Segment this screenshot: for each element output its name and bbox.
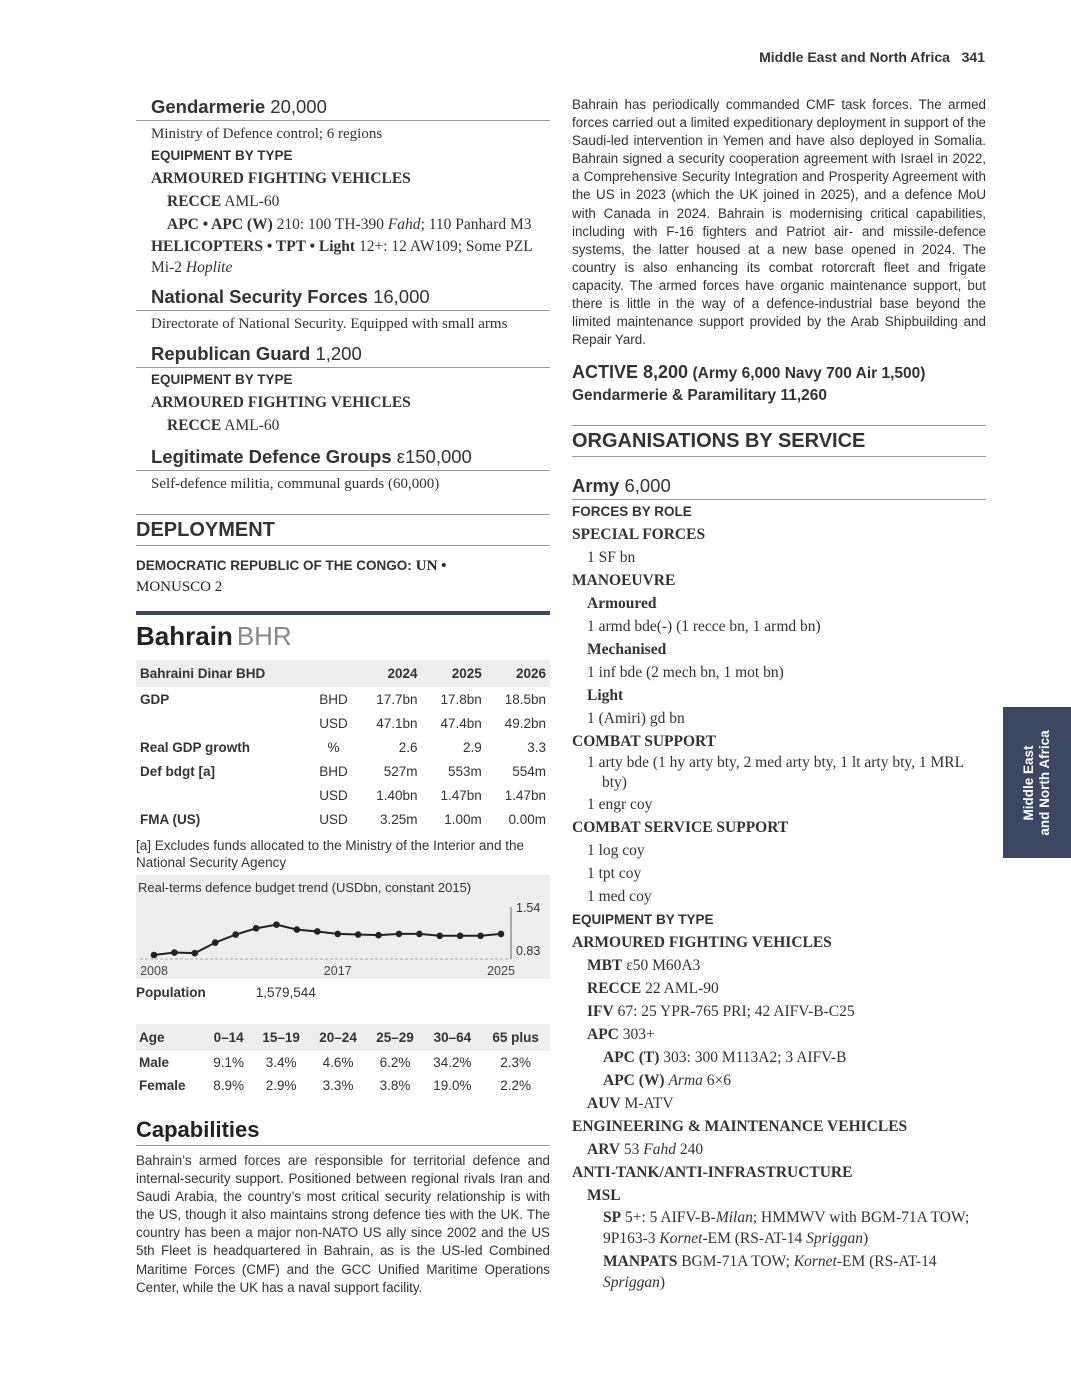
- chart-svg: [136, 875, 550, 979]
- manoeuvre-heading: MANOEUVRE: [572, 572, 676, 590]
- age-header-cell: 30–64: [423, 1024, 481, 1051]
- rg-equipment-heading: EQUIPMENT BY TYPE: [151, 372, 293, 387]
- econ-row-unit: USD: [319, 787, 348, 803]
- mechanised-heading: Mechanised: [587, 641, 667, 659]
- special-forces-heading: SPECIAL FORCES: [572, 526, 706, 544]
- apcw-value-arma: Arma: [668, 1072, 703, 1090]
- sp-part-d: ): [862, 1230, 869, 1248]
- manpats-spriggan: Spriggan: [603, 1274, 660, 1292]
- econ-row-label: [136, 783, 310, 807]
- econ-cell: 2.6: [398, 739, 418, 755]
- active-total: ACTIVE 8,200: [572, 362, 689, 383]
- page-header: [759, 49, 985, 65]
- combat-support-heading: COMBAT SUPPORT: [572, 733, 716, 751]
- capabilities-heading: Capabilities: [136, 1117, 550, 1146]
- mbt-line: [572, 954, 986, 977]
- chart-point: [253, 925, 260, 932]
- capabilities-continued: Bahrain has periodically commanded CMF task forces. The armed forces carried out a limited expeditionary deployment in support of the Saudi-led intervention in Yemen and have also deployed in Somalia. Bahrain signed a security cooperation agreement with Israel in 2022, a Comprehensive Security Integration and Prosperity Agreement with the US in 2023 (which the UK joined in 2025), and a defence MoU with Canada in 2024. Bahrain is modernising critical capabilities, including with F-16 fighters and Patriot air- and missile-defence systems, the latter housed at a new base opened in 2024. The country is also enhancing its combat rotorcraft fleet and frigate capacity. The armed forces have organic maintenance support, but there is little in the way of a defence-industrial base beyond the limited maintenance support provided by the Arab Shipbuilding and Repair Yard.: [572, 97, 986, 348]
- army-heading: [572, 475, 986, 500]
- nsf-heading: [136, 286, 550, 311]
- chart-title: Real-terms defence budget trend (USDbn, constant 2015): [138, 880, 472, 895]
- gendarmerie-paramilitary-total: Gendarmerie & Paramilitary 11,260: [572, 387, 828, 405]
- apcw-line: [572, 1069, 986, 1092]
- arv-value-240: 240: [679, 1141, 704, 1159]
- country-name: Bahrain: [136, 621, 233, 651]
- nsf-strength: 16,000: [373, 286, 430, 307]
- gendarmerie-equipment-heading: EQUIPMENT BY TYPE: [151, 148, 293, 163]
- manpats-part-c: ): [659, 1274, 666, 1292]
- army-strength: 6,000: [624, 475, 671, 497]
- econ-cell: 47.1bn: [376, 715, 418, 731]
- nsf-title: National Security Forces: [151, 286, 368, 307]
- org-heading: ORGANISATIONS BY SERVICE: [572, 430, 986, 457]
- age-header-cell: 15–19: [253, 1024, 310, 1051]
- army-recce-label: RECCE: [587, 980, 642, 998]
- chart-x-tick-label: 2017: [323, 964, 352, 978]
- css-item-tpt: 1 tpt coy: [587, 865, 642, 883]
- chart-series-line: [154, 925, 501, 955]
- age-table-header: [136, 1024, 550, 1051]
- apcw-label: APC (W): [603, 1072, 665, 1090]
- econ-cell: 1.47bn: [440, 787, 482, 803]
- chart-point: [171, 949, 178, 956]
- cs-item-arty: 1 arty bde (1 hy arty bty, 2 med arty bty, 1 lt arty bty, 1 MRL bty): [587, 754, 964, 792]
- econ-row-unit: USD: [319, 811, 348, 827]
- manpats-line: [572, 1251, 986, 1293]
- country-title: [136, 621, 550, 652]
- side-tab-label: [1021, 707, 1053, 858]
- army-apc-value: 303+: [622, 1026, 655, 1044]
- gendarmerie-strength: 20,000: [270, 96, 327, 117]
- apc-value-rest: ; 110 Panhard M3: [420, 216, 532, 233]
- css-item-log: 1 log coy: [587, 842, 645, 860]
- auv-label: AUV: [587, 1095, 621, 1113]
- recce-label: RECCE: [167, 193, 222, 210]
- econ-cell: 2.9: [462, 739, 482, 755]
- apct-line: [572, 1046, 986, 1069]
- age-cell: 6.2%: [379, 1055, 411, 1070]
- gendarmerie-section: [136, 96, 550, 278]
- army-section: [572, 475, 986, 1293]
- chart-point: [498, 931, 505, 938]
- deployment-mission: UN •: [415, 558, 447, 574]
- arv-value-fahd: Fahd: [643, 1141, 677, 1159]
- region-side-tab: [1003, 707, 1071, 858]
- budget-note: [a] Excludes funds allocated to the Ministry of the Interior and the National Security Agency: [136, 838, 524, 870]
- econ-row-unit: %: [327, 739, 340, 755]
- econ-row-label: Def bdgt [a]: [140, 763, 215, 779]
- chart-point: [375, 932, 382, 939]
- chart-point: [355, 931, 362, 938]
- econ-cell: 3.3: [527, 739, 546, 755]
- ldg-title: Legitimate Defence Groups: [151, 446, 392, 467]
- econ-cell: 1.40bn: [376, 787, 418, 803]
- chart-point: [314, 928, 321, 935]
- rg-recce-label: RECCE: [167, 417, 222, 434]
- age-row: [136, 1074, 550, 1097]
- econ-row: [136, 783, 550, 807]
- sp-line: [572, 1207, 986, 1249]
- econ-cell: 18.5bn: [504, 691, 546, 707]
- age-header-cell: 20–24: [310, 1024, 367, 1051]
- rg-section: [136, 343, 550, 437]
- ldg-section: [136, 446, 550, 494]
- apcw-value: 6×6: [706, 1072, 732, 1090]
- econ-row: [136, 807, 550, 831]
- chart-point: [457, 932, 464, 939]
- age-row-label: Male: [139, 1055, 170, 1070]
- forces-by-role-heading: FORCES BY ROLE: [572, 504, 692, 520]
- heli-hoplite: Hoplite: [185, 259, 233, 276]
- chart-point: [273, 921, 280, 928]
- econ-header-cell: 2024: [357, 660, 421, 687]
- age-cell: 9.1%: [213, 1055, 245, 1070]
- age-header-cell: 0–14: [205, 1024, 253, 1051]
- econ-cell: 554m: [512, 763, 546, 779]
- sp-label: SP: [603, 1209, 622, 1227]
- econ-row-unit: BHD: [319, 763, 348, 779]
- econ-cell: 1.47bn: [504, 787, 546, 803]
- econ-row-label: Real GDP growth: [140, 739, 251, 755]
- heli-value: 12+: 12 AW109; Some PZL Mi-2: [151, 238, 533, 276]
- army-apc-line: [572, 1023, 986, 1046]
- gendarmerie-title: Gendarmerie: [151, 96, 266, 117]
- army-recce-value: 22 AML-90: [645, 980, 719, 998]
- apc-value-part: 210: 100 TH-390: [276, 216, 384, 233]
- econ-header-cell: Bahraini Dinar BHD: [136, 660, 310, 687]
- active-summary: [572, 361, 986, 407]
- econ-cell: 17.8bn: [440, 691, 482, 707]
- capabilities-text: Bahrain’s armed forces are responsible for territorial defence and internal-security support. Positioned between regional rivals Iran and Saudi Arabia, the country’s most critical security relationship is with the US, though it also maintains strong defence ties with the UK. The country has been a major non-NATO US ally since 2002 and the US 5th Fleet is headquartered in Bahrain, as is the US-led Combined Maritime Forces (CMF) and the GCC Unified Maritime Operations Center, while the UK has a naval support facility.: [136, 1153, 550, 1295]
- econ-row: [136, 687, 550, 711]
- manpats-kornet: Kornet: [793, 1253, 837, 1271]
- chart-point: [396, 931, 403, 938]
- age-cell: 8.9%: [213, 1078, 245, 1093]
- gendarmerie-heli-line: [136, 236, 550, 278]
- armoured-heading: Armoured: [587, 595, 657, 613]
- gendarmerie-recce-line: [136, 190, 550, 213]
- recce-value: AML-60: [224, 193, 280, 210]
- gendarmerie-desc: Ministry of Defence control; 6 regions: [151, 126, 383, 142]
- chart-point: [232, 931, 239, 938]
- deployment-country: DEMOCRATIC REPUBLIC OF THE CONGO:: [136, 558, 412, 573]
- org-section: [572, 425, 986, 457]
- active-breakdown: (Army 6,000 Navy 700 Air 1,500): [692, 365, 926, 383]
- sp-kornet: Kornet: [659, 1230, 703, 1248]
- age-cell: 4.6%: [322, 1055, 354, 1070]
- apc-label: APC • APC (W): [167, 216, 273, 233]
- rg-heading: [136, 343, 550, 368]
- econ-row: [136, 759, 550, 783]
- age-header-cell: 65 plus: [481, 1024, 550, 1051]
- chart-point: [294, 926, 301, 933]
- chart-y-tick-label: 1.54: [516, 901, 541, 915]
- chart-x-tick-label: 2025: [487, 964, 515, 978]
- ifv-line: [572, 1000, 986, 1023]
- country-code: BHR: [236, 621, 292, 651]
- army-title: Army: [572, 475, 620, 497]
- econ-row-label: GDP: [140, 691, 170, 707]
- country-profile: [136, 611, 550, 1097]
- page-number: 341: [961, 49, 985, 65]
- arv-value: 53: [623, 1141, 640, 1159]
- chart-point: [416, 931, 423, 938]
- econ-header-cell: 2025: [422, 660, 486, 687]
- capabilities-section: [136, 1117, 550, 1297]
- army-recce-line: [572, 977, 986, 1000]
- sp-milan: Milan: [715, 1209, 753, 1227]
- age-cell: 3.4%: [265, 1055, 297, 1070]
- sp-part-a: 5+: 5 AIFV-B-: [624, 1209, 716, 1227]
- mbt-label: MBT: [587, 957, 623, 975]
- age-cell: 3.8%: [379, 1078, 411, 1093]
- population-line: [136, 985, 550, 1000]
- ldg-heading: [136, 446, 550, 471]
- age-cell: 2.2%: [500, 1078, 532, 1093]
- army-afv-heading: ARMOURED FIGHTING VEHICLES: [572, 934, 832, 952]
- econ-cell: 47.4bn: [440, 715, 482, 731]
- econ-cell: 527m: [383, 763, 418, 779]
- age-cell: 19.0%: [433, 1078, 472, 1093]
- age-row-label: Female: [139, 1078, 186, 1093]
- arv-label: ARV: [587, 1141, 621, 1159]
- sp-part-b: ; HMMWV with BGM-71A TOW; 9P163-3: [603, 1209, 970, 1248]
- rg-recce-value: AML-60: [224, 417, 280, 434]
- manpats-part-b: -EM (RS-AT-14: [836, 1253, 937, 1271]
- econ-header-cell: 2026: [486, 660, 550, 687]
- nsf-section: [136, 286, 550, 334]
- age-header-cell: 25–29: [367, 1024, 424, 1051]
- chart-point: [192, 950, 199, 957]
- nsf-desc: Directorate of National Security. Equipped with small arms: [151, 316, 508, 332]
- age-cell: 3.3%: [322, 1078, 354, 1093]
- chart-x-tick-label: 2008: [140, 964, 168, 978]
- econ-cell: 553m: [447, 763, 482, 779]
- economic-table: [136, 660, 550, 831]
- apct-label: APC (T): [603, 1049, 660, 1067]
- rg-title: Republican Guard: [151, 343, 311, 364]
- age-table: [136, 1024, 550, 1097]
- rg-strength: 1,200: [315, 343, 362, 364]
- running-section-title: Middle East and North Africa: [759, 49, 950, 65]
- side-tab-line2: and North Africa: [1037, 729, 1052, 836]
- msl-heading: MSL: [587, 1187, 621, 1205]
- econ-row: [136, 711, 550, 735]
- gendarmerie-heading: [136, 96, 550, 121]
- right-column: [572, 96, 986, 1293]
- css-item-med: 1 med coy: [587, 888, 652, 906]
- rg-recce-line: [136, 414, 550, 437]
- manpats-label: MANPATS: [603, 1253, 678, 1271]
- econ-row-unit: USD: [319, 715, 348, 731]
- manpats-part-a: BGM-71A TOW;: [681, 1253, 790, 1271]
- econ-header-cell: [310, 660, 358, 687]
- arv-line: [572, 1138, 986, 1161]
- left-column: [136, 96, 550, 1297]
- mechanised-item: 1 inf bde (2 mech bn, 1 mot bn): [587, 664, 784, 682]
- apct-value: 303: 300 M113A2; 3 AIFV-B: [663, 1049, 847, 1067]
- econ-row: [136, 735, 550, 759]
- age-cell: 2.3%: [500, 1055, 532, 1070]
- econ-cell: 0.00m: [508, 811, 546, 827]
- chart-y-tick-label: 0.83: [516, 944, 541, 958]
- armoured-item: 1 armd bde(-) (1 recce bn, 1 armd bn): [587, 618, 821, 636]
- population-label: Population: [136, 985, 206, 1000]
- chart-point: [151, 952, 158, 959]
- econ-cell: 17.7bn: [376, 691, 418, 707]
- sp-spriggan: Spriggan: [806, 1230, 863, 1248]
- army-equipment-heading: EQUIPMENT BY TYPE: [572, 912, 714, 928]
- deployment-heading: DEPLOYMENT: [136, 519, 550, 546]
- light-heading: Light: [587, 687, 624, 705]
- econ-cell: 1.00m: [444, 811, 482, 827]
- css-heading: COMBAT SERVICE SUPPORT: [572, 819, 789, 837]
- auv-line: [572, 1092, 986, 1115]
- age-header-cell: Age: [136, 1024, 205, 1051]
- side-tab-line1: Middle East: [1021, 745, 1036, 821]
- budget-trend-chart: [136, 875, 550, 979]
- gendarmerie-afv-heading: ARMOURED FIGHTING VEHICLES: [151, 170, 411, 187]
- population-value: 1,579,544: [255, 985, 316, 1000]
- ifv-label: IFV: [587, 1003, 614, 1021]
- atai-heading: ANTI-TANK/ANTI-INFRASTRUCTURE: [572, 1164, 853, 1182]
- econ-cell: 49.2bn: [504, 715, 546, 731]
- age-cell: 2.9%: [265, 1078, 297, 1093]
- army-apc-label: APC: [587, 1026, 619, 1044]
- ldg-strength: ε150,000: [396, 446, 472, 467]
- cs-item-engr: 1 engr coy: [587, 796, 653, 814]
- deployment-entry: [136, 554, 550, 597]
- econ-row-label: [136, 711, 310, 735]
- age-row: [136, 1051, 550, 1074]
- apc-value-fahd: Fahd: [387, 216, 421, 233]
- sp-part-c: -EM (RS-AT-14: [702, 1230, 803, 1248]
- chart-point: [334, 931, 341, 938]
- rg-afv-heading: ARMOURED FIGHTING VEHICLES: [151, 394, 411, 411]
- econ-cell: 3.25m: [379, 811, 418, 827]
- deployment-detail: MONUSCO 2: [136, 579, 223, 595]
- ldg-desc: Self-defence militia, communal guards (60,000): [151, 476, 440, 492]
- econ-row-unit: BHD: [319, 691, 348, 707]
- ifv-value: 67: 25 YPR-765 PRI; 42 AIFV-B-C25: [617, 1003, 855, 1021]
- econ-row-label: FMA (US): [140, 811, 201, 827]
- sf-item: 1 SF bn: [587, 549, 636, 567]
- heli-label: HELICOPTERS • TPT • Light: [151, 238, 356, 255]
- auv-value: M-ATV: [624, 1095, 674, 1113]
- mbt-value: ε50 M60A3: [626, 957, 701, 975]
- chart-point: [477, 932, 484, 939]
- chart-point: [212, 939, 219, 946]
- chart-point: [436, 932, 443, 939]
- light-item: 1 (Amiri) gd bn: [587, 710, 685, 728]
- gendarmerie-apc-line: [136, 213, 550, 236]
- economic-table-header: [136, 660, 550, 687]
- emv-heading: ENGINEERING & MAINTENANCE VEHICLES: [572, 1118, 908, 1136]
- age-cell: 34.2%: [433, 1055, 472, 1070]
- deployment-section: [136, 514, 550, 597]
